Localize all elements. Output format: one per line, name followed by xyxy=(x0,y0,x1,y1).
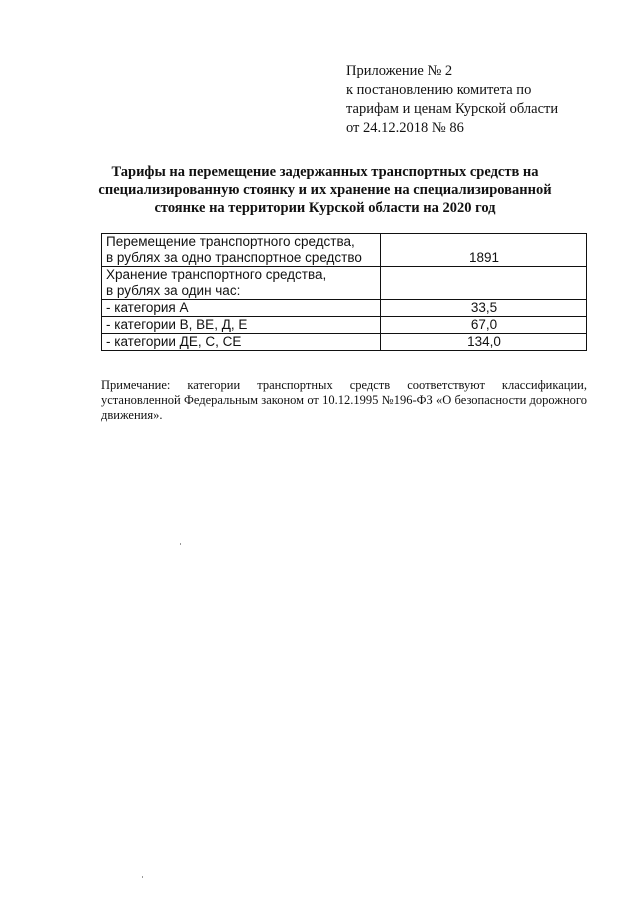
row-category-a-value: 33,5 xyxy=(381,300,587,317)
appendix-committee: тарифам и ценам Курской области xyxy=(346,101,559,117)
table-row xyxy=(102,317,587,334)
row-transfer-label-line1: Перемещение транспортного средства, xyxy=(106,234,355,249)
row-category-c-label: - категории ДЕ, С, СЕ xyxy=(102,334,381,351)
title-line-3: стоянке на территории Курской области на 2020 год xyxy=(154,200,496,216)
row-storage-value xyxy=(381,267,587,300)
document-title xyxy=(60,163,590,217)
tariffs-table xyxy=(101,233,587,351)
appendix-date-number: от 24.12.2018 № 86 xyxy=(346,120,464,136)
appendix-header xyxy=(346,62,558,138)
table-cell-label xyxy=(102,267,381,300)
table-row xyxy=(102,234,587,267)
appendix-reference: к постановлению комитета по xyxy=(346,82,532,98)
table-row xyxy=(102,267,587,300)
row-storage-label-line2: в рублях за один час: xyxy=(106,283,241,298)
row-category-b-value: 67,0 xyxy=(381,317,587,334)
appendix-number: Приложение № 2 xyxy=(346,63,453,79)
row-transfer-label-line2: в рублях за одно транспортное средство xyxy=(106,250,362,265)
row-category-c-value: 134,0 xyxy=(381,334,587,351)
table-row xyxy=(102,300,587,317)
scan-speck xyxy=(180,543,181,545)
note-paragraph: Примечание: категории транспортных средств соответствуют классификации, установленной Федеральным законом от 10.12.1995 №196-ФЗ «О безопасности дорожного движения». xyxy=(101,378,587,422)
title-line-1: Тарифы на перемещение задержанных транспортных средств на xyxy=(111,164,539,180)
row-category-b-label: - категории В, ВЕ, Д, Е xyxy=(102,317,381,334)
row-category-a-label: - категория А xyxy=(102,300,381,317)
row-transfer-value: 1891 xyxy=(381,234,587,267)
table-cell-label xyxy=(102,234,381,267)
title-line-2: специализированную стоянку и их хранение на специализированной xyxy=(98,182,552,198)
row-storage-label-line1: Хранение транспортного средства, xyxy=(106,267,327,282)
scan-speck xyxy=(142,876,143,878)
table-row xyxy=(102,334,587,351)
